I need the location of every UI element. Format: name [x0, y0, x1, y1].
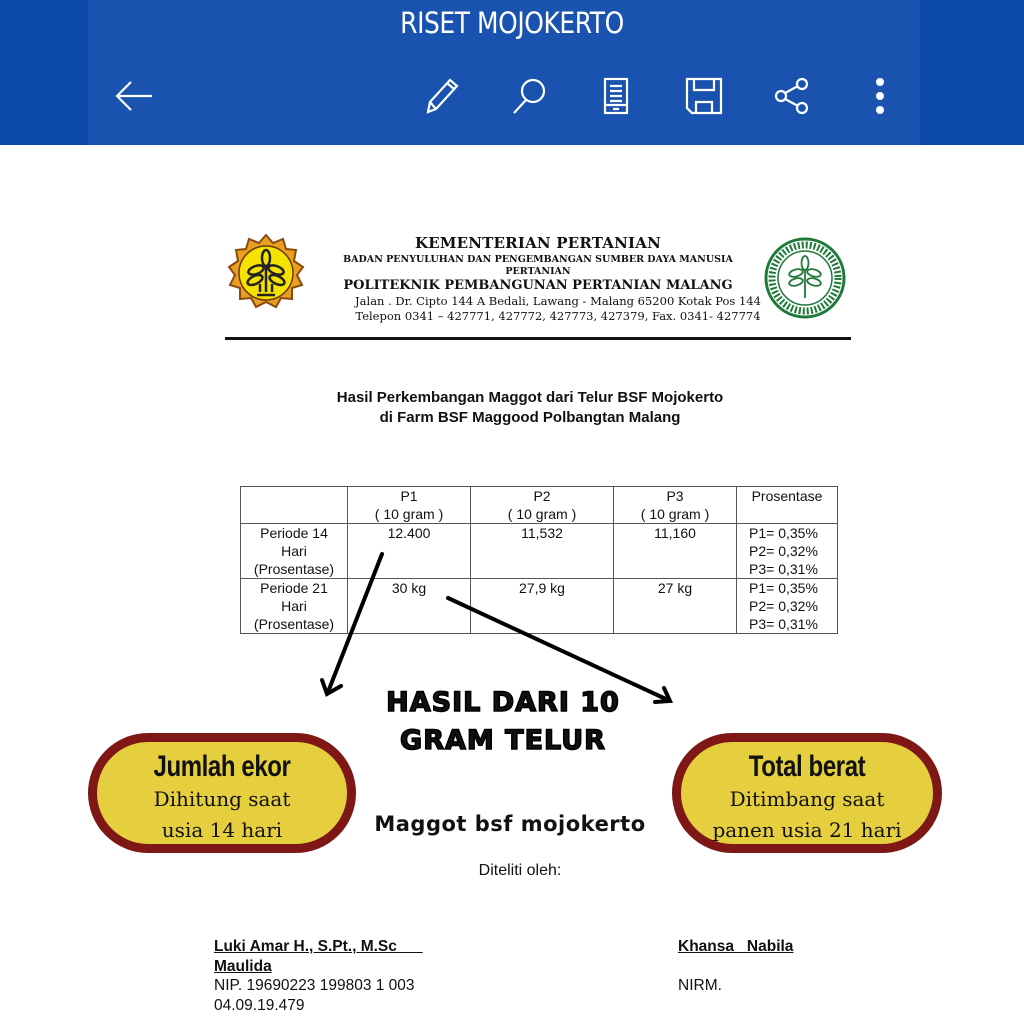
share-button[interactable] — [770, 74, 814, 118]
edit-button[interactable] — [418, 74, 462, 118]
signer-name — [214, 937, 423, 957]
cell-p2: 27,9 kg — [471, 579, 614, 634]
researched-by-label: Diteliti oleh: — [478, 862, 562, 879]
header-sublabel: ( 10 gram ) — [640, 506, 710, 522]
signature-right — [678, 937, 793, 996]
back-button[interactable] — [112, 74, 156, 118]
signer-nip: NIP. 19690223 199803 1 003 — [214, 977, 415, 994]
share-icon — [772, 76, 812, 116]
annotation-subtitle: Maggot bsf mojokerto — [374, 812, 646, 836]
cell-p1: 12.400 — [348, 524, 471, 579]
header-sublabel: ( 10 gram ) — [507, 506, 577, 522]
search-button[interactable] — [507, 74, 551, 118]
headline-line1: HASIL DARI 10 — [386, 687, 620, 718]
header-label: P3 — [666, 488, 684, 504]
address: Jalan . Dr. Cipto 144 A Bedali, Lawang - Malang 65200 Kotak Pos 144 — [355, 294, 761, 308]
callout-line1: Dihitung saat — [153, 787, 291, 811]
header-p2 — [471, 487, 614, 524]
signer-name-2: Maulida — [214, 957, 272, 975]
table-row — [241, 579, 838, 634]
callout-line2: panen usia 21 hari — [712, 818, 902, 842]
phone-document-icon — [600, 76, 632, 116]
pct-line: P1= 0,35% — [749, 580, 818, 596]
cell-p2: 11,532 — [471, 524, 614, 579]
cell-p3: 27 kg — [614, 579, 737, 634]
pct-line: P2= 0,32% — [749, 543, 818, 559]
results-table — [240, 486, 838, 634]
signer-name-text: Luki Amar H., S.Pt., M.Sc — [214, 938, 397, 955]
agency-name-cont: PERTANIAN — [505, 266, 571, 277]
callout-line2: usia 14 hari — [161, 818, 283, 842]
pct-line: P3= 0,31% — [749, 561, 818, 577]
report-title — [220, 388, 840, 428]
header-label: P2 — [533, 488, 551, 504]
header-label: P1 — [400, 488, 418, 504]
more-vertical-icon — [870, 76, 890, 116]
pencil-icon — [420, 76, 460, 116]
jumlah-ekor-callout — [88, 733, 356, 853]
pct-line: P3= 0,31% — [749, 616, 818, 632]
save-button[interactable] — [682, 74, 726, 118]
floppy-disk-icon — [684, 76, 724, 116]
app-toolbar — [0, 0, 1024, 145]
letterhead — [225, 234, 851, 340]
header-sublabel: ( 10 gram ) — [374, 506, 444, 522]
report-title-line1: Hasil Perkembangan Maggot dari Telur BSF Mojokerto — [336, 389, 724, 406]
search-icon — [509, 76, 549, 116]
report-title-line2: di Farm BSF Maggood Polbangtan Malang — [379, 409, 681, 426]
letterhead-divider — [225, 337, 851, 340]
total-berat-callout — [672, 733, 942, 853]
row-label-line: Periode 14 — [260, 525, 328, 541]
view-mode-button[interactable] — [594, 74, 638, 118]
spacer — [678, 957, 793, 977]
signer-id: 04.09.19.479 — [214, 996, 305, 1014]
pct-line: P1= 0,35% — [749, 525, 818, 541]
cell-prosentase — [737, 524, 838, 579]
cell-p1: 30 kg — [348, 579, 471, 634]
cell-p3: 11,160 — [614, 524, 737, 579]
arrow-left-icon — [114, 79, 154, 113]
cell-prosentase — [737, 579, 838, 634]
row-label-line: (Prosentase) — [253, 616, 335, 632]
headline-line2: GRAM TELUR — [400, 725, 606, 756]
callout-title: Jumlah ekor — [153, 750, 291, 783]
annotation-headline — [368, 684, 638, 760]
pct-line: P2= 0,32% — [749, 598, 818, 614]
letterhead-text — [225, 234, 851, 323]
phone-fax: Telepon 0341 – 427771, 427772, 427773, 427379, Fax. 0341- 427774 — [355, 309, 761, 323]
ministry-name: KEMENTERIAN PERTANIAN — [414, 234, 662, 252]
signer-name: Khansa Nabila — [678, 938, 794, 955]
table-header-row — [241, 487, 838, 524]
header-label: Prosentase — [751, 488, 823, 504]
table-row — [241, 524, 838, 579]
row-label-line: (Prosentase) — [253, 561, 335, 577]
row-label-line: Hari — [281, 598, 307, 614]
callout-line1: Ditimbang saat — [729, 787, 885, 811]
header-empty — [241, 487, 348, 524]
header-p3 — [614, 487, 737, 524]
row-label-line: Hari — [281, 543, 307, 559]
polbangtan-malang-logo — [763, 236, 847, 320]
row-label — [241, 524, 348, 579]
institution-name: POLITEKNIK PEMBANGUNAN PERTANIAN MALANG — [343, 278, 733, 293]
row-label-line: Periode 21 — [260, 580, 328, 596]
more-options-button[interactable] — [858, 74, 902, 118]
agency-name: BADAN PENYULUHAN DAN PENGEMBANGAN SUMBER DAYA MANUSIA — [343, 254, 733, 265]
document-title: RISET MOJOKERTO — [400, 6, 624, 40]
signer-nirm: NIRM. — [678, 977, 722, 994]
header-prosentase — [737, 487, 838, 524]
header-p1 — [348, 487, 471, 524]
signature-left — [214, 937, 423, 1015]
row-label — [241, 579, 348, 634]
callout-title: Total berat — [748, 750, 866, 783]
